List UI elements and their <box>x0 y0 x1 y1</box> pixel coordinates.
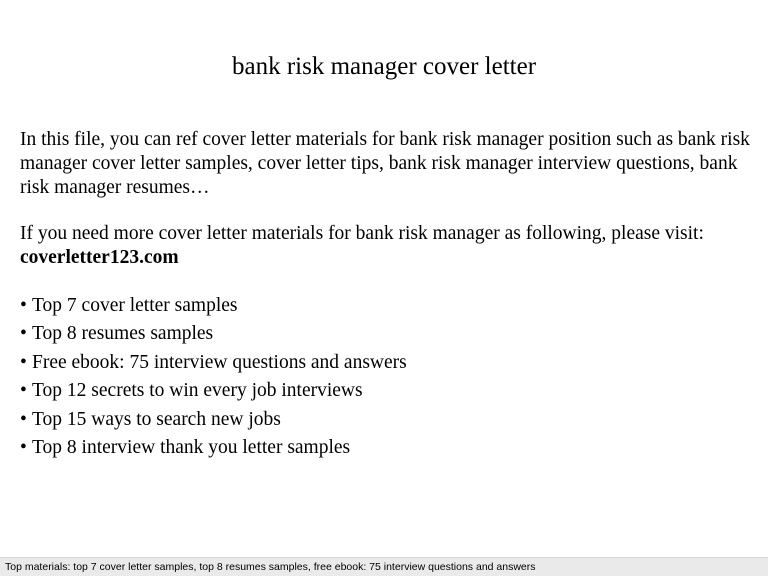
intro-paragraph: In this file, you can ref cover letter materials for bank risk manager position such as bank risk manager cover letter samples, cover letter tips, bank risk manager interview questions, bank risk manager resumes… <box>20 129 750 198</box>
list-item-label: Top 15 ways to search new jobs <box>32 408 281 430</box>
list-item <box>20 320 750 348</box>
list-item <box>20 349 750 377</box>
materials-list <box>20 292 750 462</box>
bullet-icon: • <box>20 295 27 316</box>
bullet-icon: • <box>20 436 27 458</box>
list-item-label: Top 12 secrets to win every job interviews <box>32 380 363 402</box>
list-item <box>20 434 750 462</box>
list-item-label: Top 7 cover letter samples <box>32 295 238 316</box>
footer-bar: Top materials: top 7 cover letter samples, top 8 resumes samples, free ebook: 75 interview questions and answers <box>0 557 768 576</box>
site-link[interactable]: coverletter123.com <box>20 247 179 268</box>
visit-text: If you need more cover letter materials for bank risk manager as following, please visit: <box>20 223 704 244</box>
bullet-icon: • <box>20 351 27 373</box>
list-item-label: Top 8 resumes samples <box>32 323 214 345</box>
bullet-icon: • <box>20 408 27 430</box>
list-item-label: Free ebook: 75 interview questions and answers <box>32 351 407 373</box>
list-item-label: Top 8 interview thank you letter samples <box>32 436 351 458</box>
list-item <box>20 406 750 434</box>
bullet-icon: • <box>20 323 27 345</box>
bullet-icon: • <box>20 380 27 402</box>
visit-paragraph <box>20 222 750 270</box>
list-item <box>20 292 750 320</box>
page-title: bank risk manager cover letter <box>231 53 537 80</box>
list-item <box>20 377 750 405</box>
